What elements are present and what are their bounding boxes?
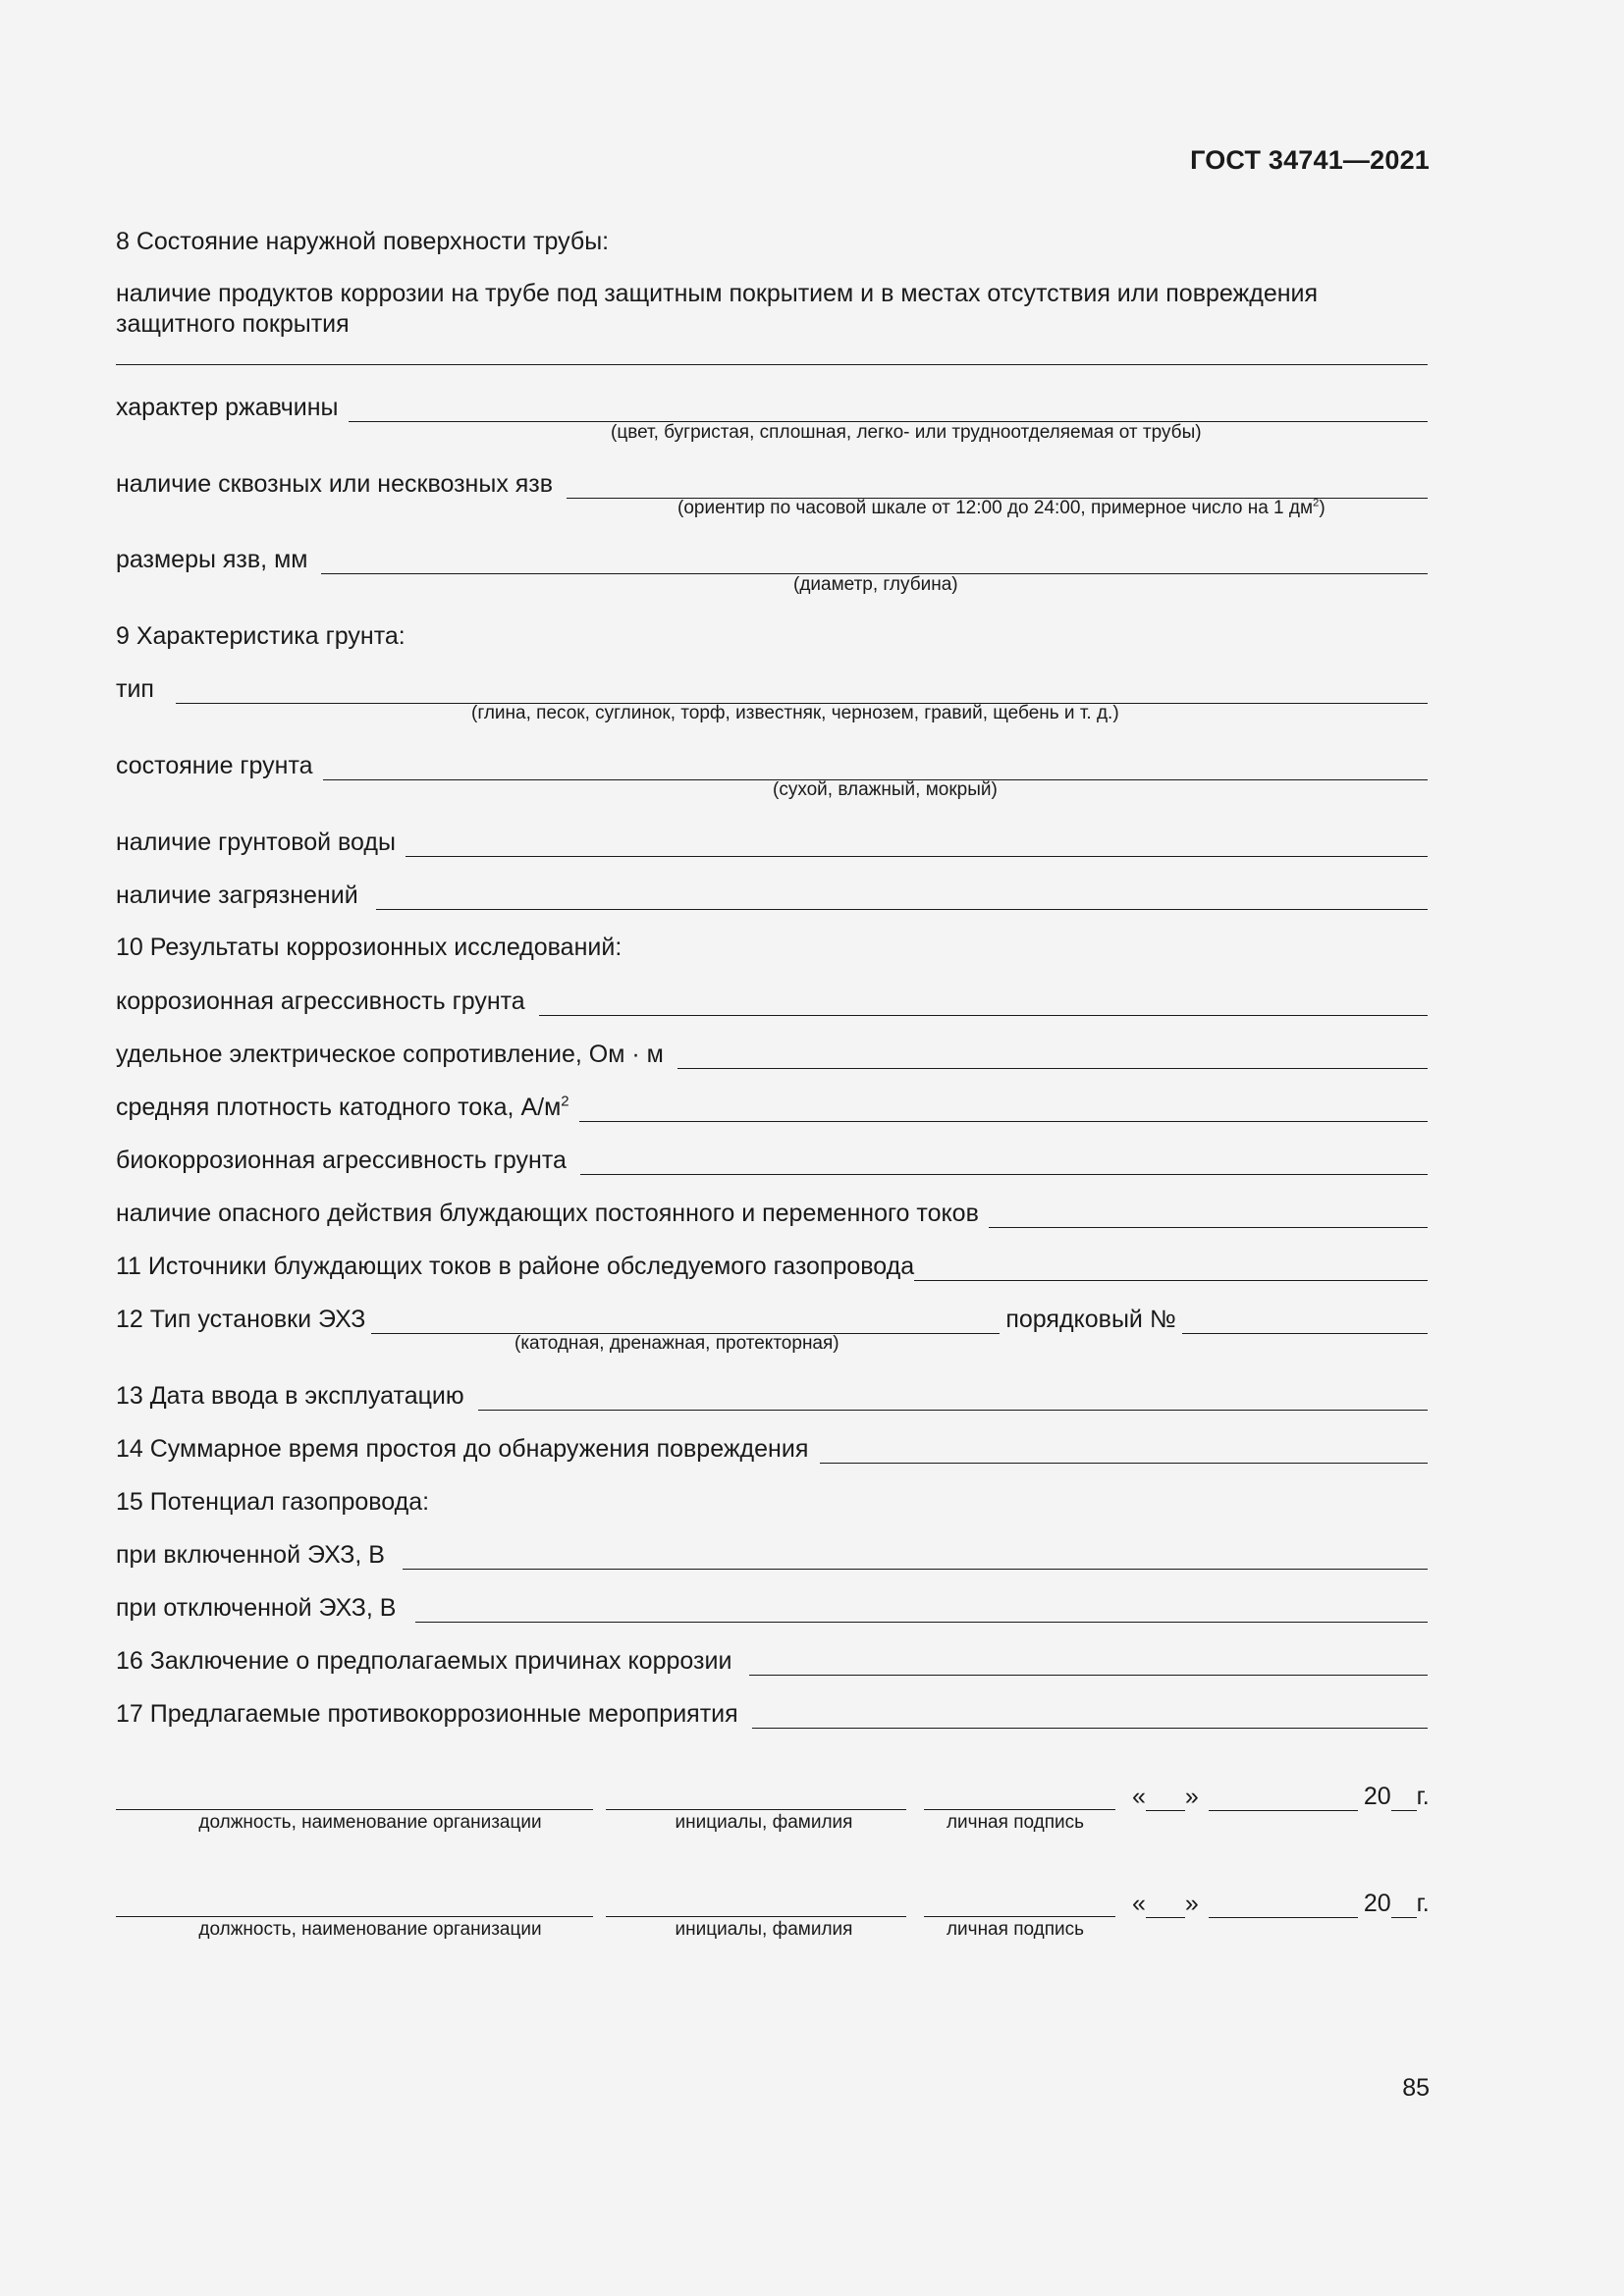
potential-on-field[interactable] — [403, 1547, 1428, 1570]
position-field-1[interactable] — [116, 1807, 593, 1810]
soil-aggressiveness-row — [116, 987, 1428, 1016]
groundwater-field[interactable] — [406, 834, 1428, 857]
signature-caption-1: личная подпись — [946, 1812, 1085, 1833]
month-blank-1[interactable] — [1209, 1789, 1358, 1811]
ecp-serial-label: порядковый № — [1005, 1306, 1176, 1333]
position-caption-2: должность, наименование организации — [198, 1919, 542, 1940]
potential-off-label: при отключенной ЭХЗ, В — [116, 1594, 397, 1622]
soil-aggressiveness-field[interactable] — [539, 993, 1428, 1016]
groundwater-label: наличие грунтовой воды — [116, 828, 396, 856]
resistivity-label: удельное электрическое сопротивление, Ом · м — [116, 1041, 664, 1068]
ecp-serial-field[interactable] — [1182, 1311, 1428, 1334]
cathodic-current-row — [116, 1093, 1428, 1122]
soil-state-field[interactable] — [323, 758, 1428, 780]
resistivity-field[interactable] — [677, 1046, 1428, 1069]
potential-on-row — [116, 1540, 1428, 1570]
month-blank-2[interactable] — [1209, 1896, 1358, 1918]
soil-type-label: тип — [116, 675, 154, 703]
stray-currents-field[interactable] — [989, 1205, 1428, 1228]
ecp-type-label: 12 Тип установки ЭХЗ — [116, 1306, 366, 1333]
name-caption-2: инициалы, фамилия — [675, 1919, 853, 1940]
rust-hint: (цвет, бугристая, сплошная, легко- или трудноотделяемая от трубы) — [611, 422, 1202, 443]
day-blank-1[interactable] — [1146, 1789, 1185, 1811]
name-field-2[interactable] — [606, 1914, 906, 1917]
soil-state-hint: (сухой, влажный, мокрый) — [773, 779, 998, 800]
bio-aggressiveness-label: биокоррозионная агрессивность грунта — [116, 1147, 567, 1174]
section-9-title: 9 Характеристика грунта: — [116, 622, 406, 650]
conclusion-field[interactable] — [749, 1653, 1428, 1676]
position-caption-1: должность, наименование организации — [198, 1812, 542, 1833]
ecp-type-row — [116, 1305, 1428, 1334]
year-blank-2[interactable] — [1391, 1896, 1417, 1918]
rust-label: характер ржавчины — [116, 394, 339, 421]
groundwater-row — [116, 828, 1428, 857]
ulcers-row — [116, 469, 1428, 499]
document-code: ГОСТ 34741—2021 — [1190, 145, 1430, 175]
bio-aggressiveness-field[interactable] — [580, 1152, 1428, 1175]
section-15-title: 15 Потенциал газопровода: — [116, 1488, 430, 1516]
downtime-field[interactable] — [820, 1441, 1428, 1464]
ulcers-hint: (ориентир по часовой шкале от 12:00 до 24:00, примерное число на 1 $дм^2$) — [677, 497, 1326, 518]
pollution-row — [116, 881, 1428, 910]
corrosion-products-field[interactable] — [116, 364, 1428, 365]
stray-currents-label: наличие опасного действия блуждающих постоянного и переменного токов — [116, 1200, 979, 1227]
ulcer-size-hint: (диаметр, глубина) — [793, 574, 958, 595]
signature-field-1[interactable] — [924, 1807, 1115, 1810]
soil-type-field[interactable] — [176, 681, 1428, 704]
measures-field[interactable] — [752, 1706, 1428, 1729]
soil-type-hint: (глина, песок, суглинок, торф, известняк, чернозем, гравий, щебень и т. д.) — [471, 703, 1119, 723]
commissioning-date-field[interactable] — [478, 1388, 1428, 1411]
ecp-type-field[interactable] — [371, 1311, 1000, 1334]
bio-aggressiveness-row — [116, 1146, 1428, 1175]
ulcer-size-row — [116, 545, 1428, 574]
section-8-title: 8 Состояние наружной поверхности трубы: — [116, 228, 610, 255]
stray-sources-row — [116, 1252, 1428, 1281]
pollution-label: наличие загрязнений — [116, 881, 358, 909]
potential-off-row — [116, 1593, 1428, 1623]
section-10-title: 10 Результаты коррозионных исследований: — [116, 934, 623, 961]
stray-sources-label: 11 Источники блуждающих токов в районе обследуемого газопровода — [116, 1253, 915, 1280]
name-caption-1: инициалы, фамилия — [675, 1812, 853, 1833]
downtime-label: 14 Суммарное время простоя до обнаружения повреждения — [116, 1435, 809, 1463]
ulcer-size-field[interactable] — [321, 552, 1428, 574]
stray-currents-row — [116, 1199, 1428, 1228]
signature-field-2[interactable] — [924, 1914, 1115, 1917]
ulcer-size-label: размеры язв, мм — [116, 546, 308, 573]
page-number: 85 — [1402, 2074, 1430, 2102]
signature-caption-2: личная подпись — [946, 1919, 1085, 1940]
rust-field[interactable] — [349, 400, 1428, 422]
pollution-field[interactable] — [376, 887, 1428, 910]
soil-state-row — [116, 751, 1428, 780]
year-blank-1[interactable] — [1391, 1789, 1417, 1811]
date-field-2[interactable]: « » 20 г. — [1132, 1890, 1430, 1917]
day-blank-2[interactable] — [1146, 1896, 1185, 1918]
position-field-2[interactable] — [116, 1914, 593, 1917]
ecp-type-hint: (катодная, дренажная, протекторная) — [514, 1333, 839, 1354]
measures-row — [116, 1699, 1428, 1729]
corrosion-products-text: наличие продуктов коррозии на трубе под защитным покрытием и в местах отсутствия или повреждения защитного покрытия — [116, 280, 1319, 338]
measures-label: 17 Предлагаемые противокоррозионные мероприятия — [116, 1700, 738, 1728]
stray-sources-field[interactable] — [914, 1258, 1428, 1281]
rust-row — [116, 393, 1428, 422]
resistivity-row — [116, 1040, 1428, 1069]
potential-on-label: при включенной ЭХЗ, В — [116, 1541, 385, 1569]
cathodic-current-field[interactable] — [579, 1099, 1428, 1122]
ulcers-label: наличие сквозных или несквозных язв — [116, 470, 554, 498]
soil-aggressiveness-label: коррозионная агрессивность грунта — [116, 988, 525, 1015]
conclusion-row — [116, 1646, 1428, 1676]
commissioning-date-row — [116, 1381, 1428, 1411]
name-field-1[interactable] — [606, 1807, 906, 1810]
commissioning-date-label: 13 Дата ввода в эксплуатацию — [116, 1382, 464, 1410]
ulcers-field[interactable] — [567, 476, 1428, 499]
date-field-1[interactable]: « » 20 г. — [1132, 1783, 1430, 1810]
cathodic-current-label: средняя плотность катодного тока, $А/м^2$ — [116, 1093, 569, 1121]
potential-off-field[interactable] — [415, 1600, 1428, 1623]
conclusion-label: 16 Заключение о предполагаемых причинах коррозии — [116, 1647, 732, 1675]
soil-type-row — [116, 674, 1428, 704]
downtime-row — [116, 1434, 1428, 1464]
soil-state-label: состояние грунта — [116, 752, 313, 779]
